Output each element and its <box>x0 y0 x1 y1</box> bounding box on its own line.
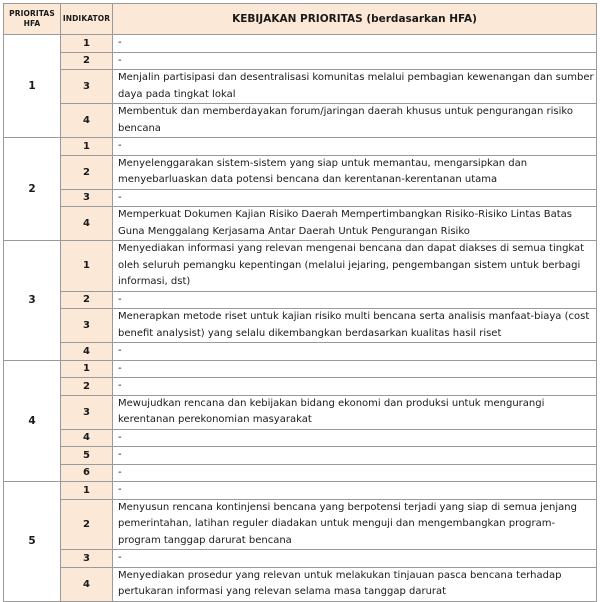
table-row <box>4 464 597 482</box>
table-row <box>4 52 597 70</box>
priority-cell: 2 <box>4 138 61 241</box>
policy-text: - <box>113 550 597 568</box>
indicator-number: 3 <box>61 70 113 104</box>
indicator-number: 1 <box>61 360 113 378</box>
indicator-number: 4 <box>61 429 113 447</box>
table-row <box>4 207 597 241</box>
indicator-number: 5 <box>61 447 113 465</box>
indicator-number: 2 <box>61 291 113 309</box>
indicator-number: 3 <box>61 189 113 207</box>
table-row <box>4 104 597 138</box>
indicator-number: 2 <box>61 499 113 550</box>
policy-text: Menjalin partisipasi dan desentralisasi komunitas melalui pembagian kewenangan dan sumber daya pada tingkat lokal <box>113 70 597 104</box>
policy-text: - <box>113 343 597 361</box>
table-row <box>4 429 597 447</box>
policy-text: Memperkuat Dokumen Kajian Risiko Daerah Mempertimbangkan Risiko-Risiko Lintas Batas Guna Menggalang Kerjasama Antar Daerah Untuk Pengurangan Risiko <box>113 207 597 241</box>
indicator-number: 2 <box>61 52 113 70</box>
table-row <box>4 395 597 429</box>
indicator-number: 2 <box>61 378 113 396</box>
indicator-number: 4 <box>61 207 113 241</box>
indicator-number: 3 <box>61 309 113 343</box>
table-row <box>4 291 597 309</box>
policy-text: - <box>113 429 597 447</box>
policy-text: - <box>113 482 597 500</box>
policy-text: Mewujudkan rencana dan kebijakan bidang ekonomi dan produksi untuk mengurangi kerentanan perekonomian masyarakat <box>113 395 597 429</box>
indicator-number: 6 <box>61 464 113 482</box>
table-row <box>4 378 597 396</box>
indicator-number: 4 <box>61 104 113 138</box>
indicator-number: 4 <box>61 567 113 601</box>
indicator-number: 1 <box>61 35 113 53</box>
table-row <box>4 567 597 601</box>
indicator-number: 3 <box>61 395 113 429</box>
indicator-number: 3 <box>61 550 113 568</box>
table-row <box>4 343 597 361</box>
policy-text: - <box>113 52 597 70</box>
table-row <box>4 189 597 207</box>
policy-text: - <box>113 464 597 482</box>
policy-text: Menerapkan metode riset untuk kajian risiko multi bencana serta analisis manfaat-biaya (cost benefit analysist) yang selalu dikembangkan berdasarkan kualitas hasil riset <box>113 309 597 343</box>
policy-text: - <box>113 189 597 207</box>
table-row <box>4 550 597 568</box>
priority-cell: 4 <box>4 360 61 482</box>
header-prioritas-hfa: PRIORITAS HFA <box>4 4 61 35</box>
header-kebijakan-prioritas: KEBIJAKAN PRIORITAS (berdasarkan HFA) <box>113 4 597 35</box>
policy-text: Menyelenggarakan sistem-sistem yang siap untuk memantau, mengarsipkan dan menyebarluaskan data potensi bencana dan kerentanan-kerentanan utama <box>113 155 597 189</box>
policy-table <box>3 3 597 602</box>
table-row <box>4 155 597 189</box>
table-row <box>4 35 597 53</box>
priority-cell: 5 <box>4 482 61 602</box>
table-row <box>4 482 597 500</box>
indicator-number: 1 <box>61 241 113 292</box>
policy-text: Menyusun rencana kontinjensi bencana yang berpotensi terjadi yang siap di semua jenjang pemerintahan, latihan reguler diadakan untuk menguji dan mengembangkan program-program tanggap darurat bencana <box>113 499 597 550</box>
indicator-number: 2 <box>61 155 113 189</box>
policy-text: Membentuk dan memberdayakan forum/jaringan daerah khusus untuk pengurangan risiko bencana <box>113 104 597 138</box>
priority-cell: 3 <box>4 241 61 361</box>
table-row <box>4 309 597 343</box>
indicator-number: 1 <box>61 138 113 156</box>
table-row <box>4 241 597 292</box>
policy-text: - <box>113 35 597 53</box>
table-row <box>4 499 597 550</box>
header-indikator: INDIKATOR <box>61 4 113 35</box>
table-row <box>4 138 597 156</box>
table-row <box>4 447 597 465</box>
policy-text: Menyediakan informasi yang relevan mengenai bencana dan dapat diakses di semua tingkat oleh seluruh pemangku kepentingan (melalui jejaring, pengembangan sistem untuk berbagi informasi, dst) <box>113 241 597 292</box>
indicator-number: 1 <box>61 482 113 500</box>
policy-text: - <box>113 138 597 156</box>
table-header-row <box>4 4 597 35</box>
policy-text: Menyediakan prosedur yang relevan untuk melakukan tinjauan pasca bencana terhadap pertukaran informasi yang relevan selama masa tanggap darurat <box>113 567 597 601</box>
table-row <box>4 70 597 104</box>
policy-text: - <box>113 291 597 309</box>
table-row <box>4 360 597 378</box>
policy-text: - <box>113 378 597 396</box>
policy-text: - <box>113 447 597 465</box>
priority-cell: 1 <box>4 35 61 138</box>
policy-text: - <box>113 360 597 378</box>
indicator-number: 4 <box>61 343 113 361</box>
